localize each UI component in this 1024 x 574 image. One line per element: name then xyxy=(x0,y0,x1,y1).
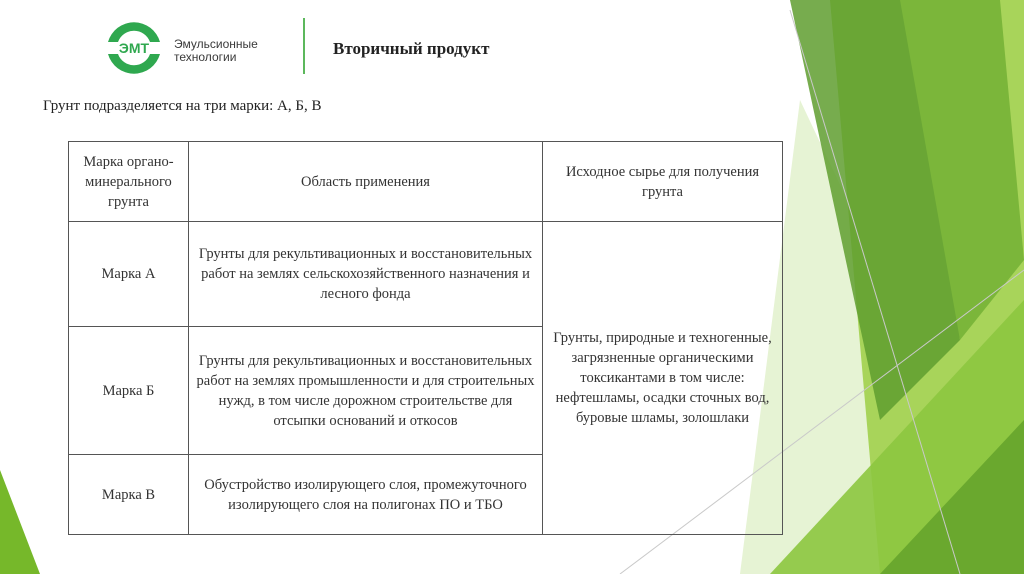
table-row xyxy=(69,222,783,327)
logo-name xyxy=(174,38,258,64)
left-bottom-triangle xyxy=(0,470,40,574)
header-divider xyxy=(303,18,305,74)
application-cell: Грунты для рекультивационных и восстановительных работ на землях промышленности и для строительных нужд, в том числе дорожном строительстве для отсыпки оснований и откосов xyxy=(189,327,543,455)
table-header-row xyxy=(69,142,783,222)
application-cell: Грунты для рекультивационных и восстановительных работ на землях сельскохозяйственного назначения и лесного фонда xyxy=(189,222,543,327)
page-title: Вторичный продукт xyxy=(333,39,490,58)
header-application: Область применения xyxy=(189,142,543,222)
logo-name-line1: Эмульсионные xyxy=(174,37,258,51)
application-cell: Обустройство изолирующего слоя, промежуточного изолирующего слоя на полигонах ПО и ТБО xyxy=(189,455,543,535)
header-grade: Марка органо-минерального грунта xyxy=(69,142,189,222)
intro-text: Грунт подразделяется на три марки: А, Б, В xyxy=(43,98,322,114)
grade-cell: Марка Б xyxy=(69,327,189,455)
logo-abbr: ЭМТ xyxy=(118,40,150,56)
grade-cell: Марка А xyxy=(69,222,189,327)
header-raw-material: Исходное сырье для получения грунта xyxy=(543,142,783,222)
grades-table xyxy=(68,141,783,535)
logo-name-line2: технологии xyxy=(174,50,237,64)
raw-material-cell: Грунты, природные и техногенные, загрязненные органическими токсикантами в том числе: нефтешламы, осадки сточных вод, буровые шламы, золошлаки xyxy=(543,222,783,535)
company-logo xyxy=(104,18,164,78)
grade-cell: Марка В xyxy=(69,455,189,535)
